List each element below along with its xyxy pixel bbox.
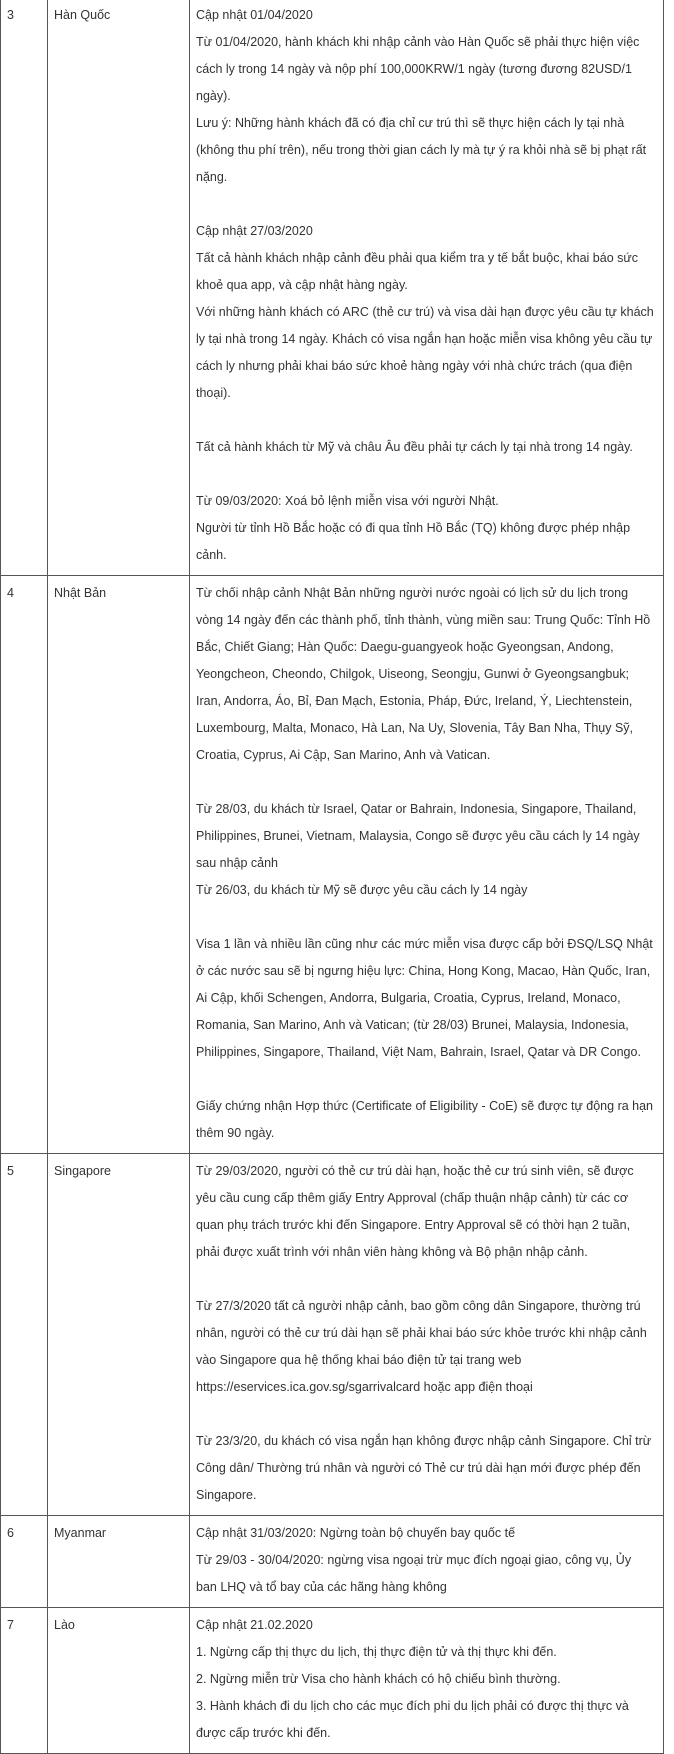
details-line: Từ 23/3/20, du khách có visa ngắn hạn không được nhập cảnh Singapore. Chỉ trừ Công dân/ Thường trú nhân và người có Thẻ cư trú dài hạn mới được phép đến Singapore. — [196, 1434, 652, 1502]
details-paragraph — [196, 580, 655, 769]
details-line: Người từ tỉnh Hồ Bắc hoặc có đi qua tỉnh Hồ Bắc (TQ) không được phép nhập cảnh. — [196, 521, 631, 562]
country-cell: Lào — [48, 1608, 190, 1754]
restriction-details-cell — [190, 1608, 664, 1754]
details-line: Tất cả hành khách từ Mỹ và châu Âu đều phải tự cách ly tại nhà trong 14 ngày. — [196, 440, 633, 454]
restriction-details-cell — [190, 576, 664, 1154]
row-number-cell: 5 — [1, 1154, 48, 1516]
details-line: Từ 26/03, du khách từ Mỹ sẽ được yêu cầu cách ly 14 ngày — [196, 883, 528, 897]
details-line: Từ 09/03/2020: Xoá bỏ lệnh miễn visa với người Nhật. — [196, 494, 499, 508]
details-paragraph — [196, 488, 655, 569]
table-row — [1, 576, 664, 1154]
details-line: Từ 01/04/2020, hành khách khi nhập cảnh vào Hàn Quốc sẽ phải thực hiện việc cách ly trong 14 ngày và nộp phí 100,000KRW/1 ngày (tương đương 82USD/1 ngày). — [196, 35, 640, 103]
details-line: Tất cả hành khách nhập cảnh đều phải qua kiểm tra y tế bắt buộc, khai báo sức khoẻ qua app, và cập nhật hàng ngày. — [196, 251, 638, 292]
country-cell: Myanmar — [48, 1516, 190, 1608]
row-number-cell: 4 — [1, 576, 48, 1154]
details-paragraph — [196, 2, 655, 191]
details-paragraph — [196, 1612, 655, 1747]
country-cell: Hàn Quốc — [48, 0, 190, 576]
details-paragraph — [196, 796, 655, 904]
details-line: Từ chối nhập cảnh Nhật Bản những người nước ngoài có lịch sử du lịch trong vòng 14 ngày đến các thành phố, tỉnh thành, vùng miền sau: Trung Quốc: Tỉnh Hồ Bắc, Chiết Giang; Hàn Quốc: Daegu-guangyeok hoặc Gyeongsan, Andong, Yeongcheon, Cheondo, Chilgok, Uiseong, Seongju, Gunwi ở Gyeongsangbuk; Iran, Andorra, Áo, Bỉ, Đan Mạch, Estonia, Pháp, Đức, Ireland, Ý, Liechtenstein, Luxembourg, Malta, Monaco, Hà Lan, Na Uy, Slovenia, Tây Ban Nha, Thụy Sỹ, Croatia, Cyprus, Ai Cập, San Marino, Anh và Vatican. — [196, 586, 651, 762]
restriction-details-cell — [190, 0, 664, 576]
country-cell: Singapore — [48, 1154, 190, 1516]
row-number-cell: 3 — [1, 0, 48, 576]
details-line: Cập nhật 21.02.2020 — [196, 1618, 313, 1632]
details-line: Cập nhật 01/04/2020 — [196, 8, 313, 22]
table-row — [1, 1608, 664, 1754]
restriction-details-cell — [190, 1516, 664, 1608]
country-cell: Nhật Bản — [48, 576, 190, 1154]
details-paragraph — [196, 434, 655, 461]
details-paragraph — [196, 1520, 655, 1601]
row-number-cell: 7 — [1, 1608, 48, 1754]
table-row — [1, 1154, 664, 1516]
table-body — [1, 0, 664, 1754]
details-line: 1. Ngừng cấp thị thực du lịch, thị thực điện tử và thị thực khi đến. — [196, 1645, 557, 1659]
details-line: Giấy chứng nhận Hợp thức (Certificate of Eligibility - CoE) sẽ được tự động ra hạn thêm 90 ngày. — [196, 1099, 654, 1140]
details-line: 2. Ngừng miễn trừ Visa cho hành khách có hộ chiếu bình thường. — [196, 1672, 561, 1686]
details-paragraph — [196, 1428, 655, 1509]
details-line: Visa 1 lần và nhiều lần cũng như các mức miễn visa được cấp bởi ĐSQ/LSQ Nhật ở các nước sau sẽ bị ngưng hiệu lực: China, Hong Kong, Macao, Hàn Quốc, Iran, Ai Cập, khối Schengen, Andorra, Bulgaria, Croatia, Cyprus, Ireland, Monaco, Romania, San Marino, Anh và Vatican; (từ 28/03) Brunei, Malaysia, Indonesia, Philippines, Singapore, Thailand, Việt Nam, Bahrain, Israel, Qatar và DR Congo. — [196, 937, 653, 1059]
details-line: Từ 27/3/2020 tất cả người nhập cảnh, bao gồm công dân Singapore, thường trú nhân, người có thẻ cư trú dài hạn sẽ phải khai báo sức khỏe trước khi nhập cảnh vào Singapore qua hệ thống khai báo điện tử tại trang web https://eservices.ica.gov.sg/sgarrivalcard hoặc app điện thoại — [196, 1299, 647, 1394]
details-paragraph — [196, 931, 655, 1066]
row-number-cell: 6 — [1, 1516, 48, 1608]
details-line: Với những hành khách có ARC (thẻ cư trú) và visa dài hạn được yêu cầu tự khách ly tại nhà trong 14 ngày. Khách có visa ngắn hạn hoặc miễn visa không yêu cầu tự cách ly nhưng phải khai báo sức khoẻ hàng ngày với nhà chức trách (qua điện thoại). — [196, 305, 654, 400]
details-line: Từ 29/03 - 30/04/2020: ngừng visa ngoại trừ mục đích ngoại giao, công vụ, Ủy ban LHQ và tổ bay của các hãng hàng không — [196, 1553, 632, 1594]
details-line: 3. Hành khách đi du lịch cho các mục đích phi du lịch phải có được thị thực và được cấp trước khi đến. — [196, 1699, 629, 1740]
table-row — [1, 0, 664, 576]
details-line: Từ 28/03, du khách từ Israel, Qatar or Bahrain, Indonesia, Singapore, Thailand, Philippines, Brunei, Vietnam, Malaysia, Congo sẽ được yêu cầu cách ly 14 ngày sau nhập cảnh — [196, 802, 640, 870]
details-paragraph — [196, 218, 655, 407]
table-row — [1, 1516, 664, 1608]
details-line: Cập nhật 27/03/2020 — [196, 224, 313, 238]
details-line: Cập nhật 31/03/2020: Ngừng toàn bộ chuyến bay quốc tế — [196, 1526, 516, 1540]
details-paragraph — [196, 1293, 655, 1401]
restriction-details-cell — [190, 1154, 664, 1516]
details-paragraph — [196, 1158, 655, 1266]
details-line: Lưu ý: Những hành khách đã có địa chỉ cư trú thì sẽ thực hiện cách ly tại nhà (không thu phí trên), nếu trong thời gian cách ly mà tự ý ra khỏi nhà sẽ bị phạt rất nặng. — [196, 116, 647, 184]
details-line: Từ 29/03/2020, người có thẻ cư trú dài hạn, hoặc thẻ cư trú sinh viên, sẽ được yêu cầu cung cấp thêm giấy Entry Approval (chấp thuận nhập cảnh) từ các cơ quan phụ trách trước khi đến Singapore. Entry Approval sẽ có thời hạn 2 tuần, phải được xuất trình với nhân viên hàng không và Bộ phận nhập cảnh. — [196, 1164, 634, 1259]
details-paragraph — [196, 1093, 655, 1147]
